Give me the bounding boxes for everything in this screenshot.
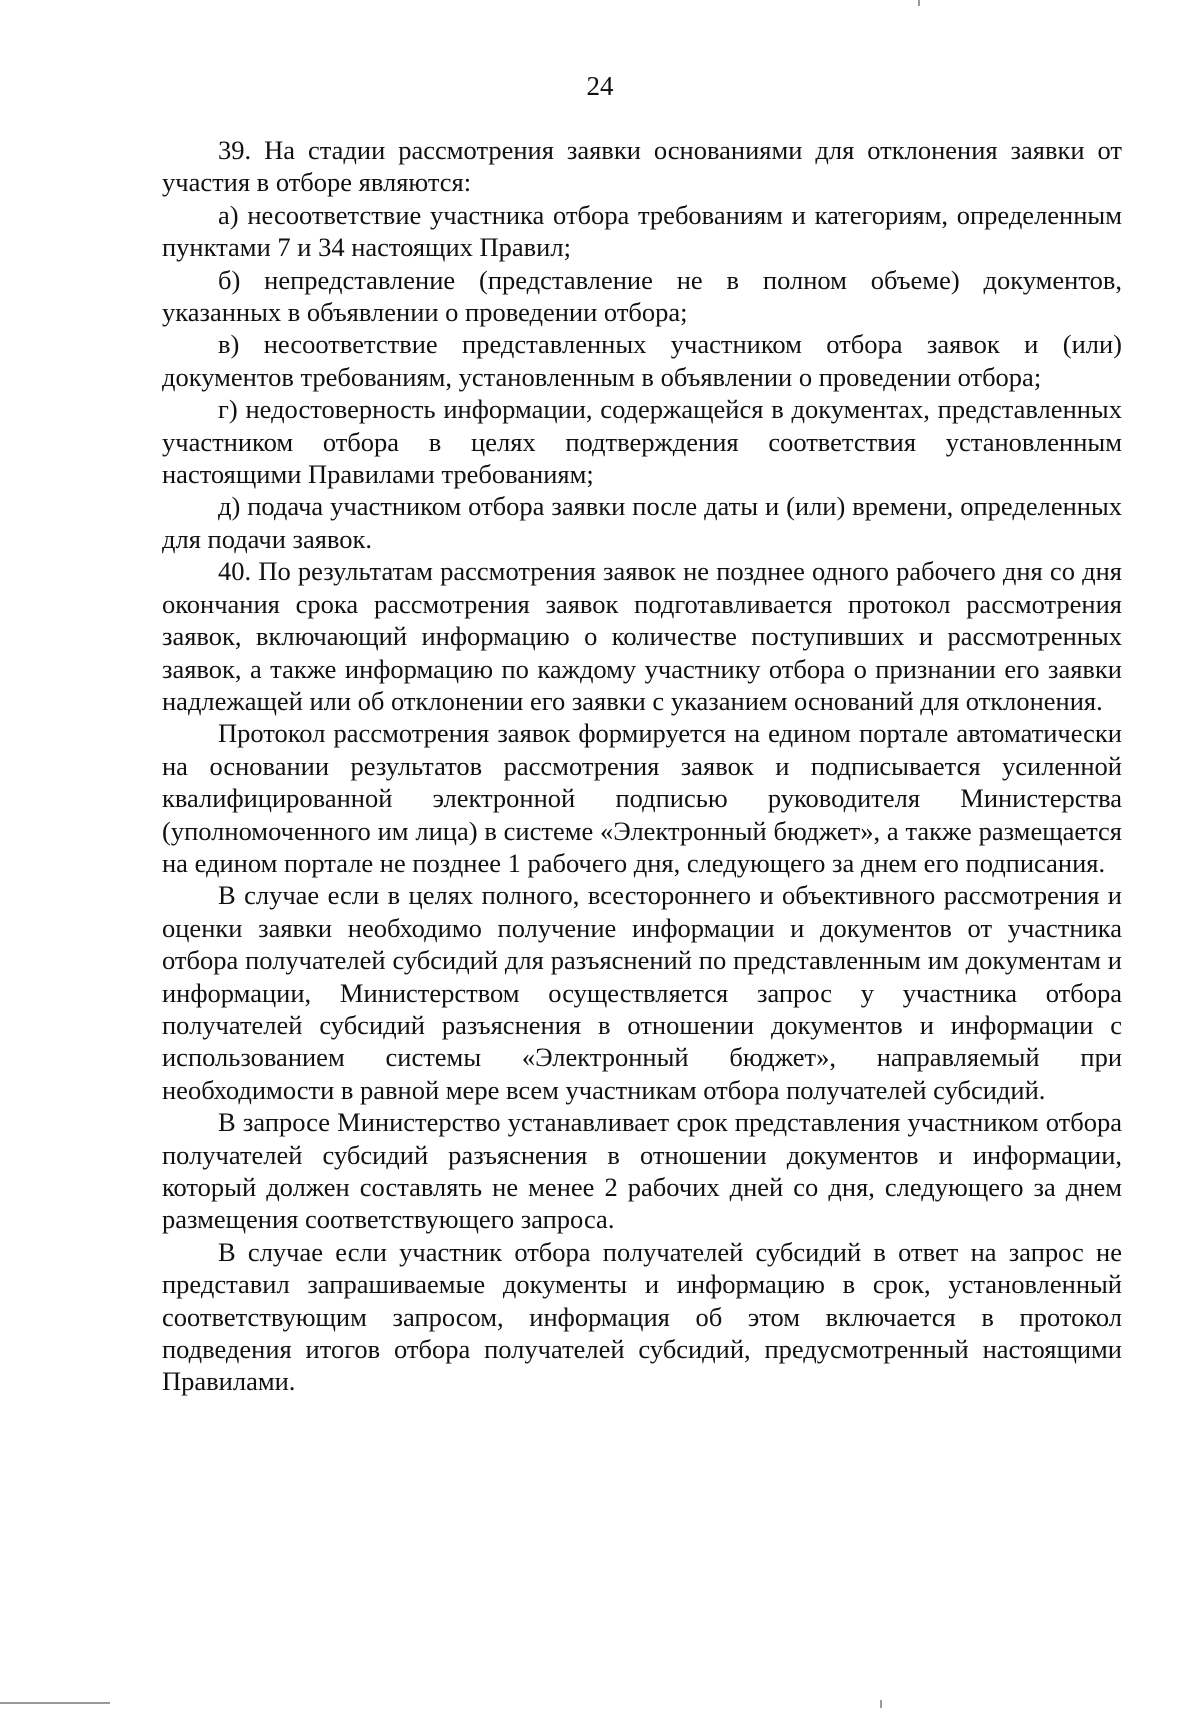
- page-number: 24: [586, 71, 614, 101]
- paragraph-clarification-request: В случае если в целях полного, всестороннего и объективного рассмотрения и оценки заявки необходимо получение информации и документов от участника отбора получателей субсидий для разъяснений по представленным им документам и информации, Министерством осуществляется запрос у участника отбора получателей субсидий разъяснения в отношении документов и информации с использованием системы «Электронный бюджет», направляемый при необходимости в равной мере всем участникам отбора получателей субсидий.: [162, 880, 1122, 1105]
- paragraph-no-response: В случае если участник отбора получателей субсидий в ответ на запрос не представил запрашиваемые документы и информацию в срок, установленный соответствующим запросом, информация об этом включается в протокол подведения итогов отбора получателей субсидий, предусмотренный настоящими Правилами.: [162, 1236, 1122, 1397]
- paragraph-39-g: г) недостоверность информации, содержащейся в документах, представленных участником отбора в целях подтверждения соответствия установленным настоящими Правилами требованиям;: [162, 394, 1122, 490]
- paragraph-request-deadline: В запросе Министерство устанавливает срок представления участником отбора получателей субсидий разъяснения в отношении документов и информации, который должен составлять не менее 2 рабочих дней со дня, следующего за днем размещения соответствующего запроса.: [162, 1107, 1122, 1235]
- paragraph-39-a: а) несоответствие участника отбора требованиям и категориям, определенным пунктами 7 и 34 настоящих Правил;: [162, 199, 1122, 263]
- paragraph-39-v: в) несоответствие представленных участником отбора заявок и (или) документов требованиям, установленным в объявлении о проведении отбора;: [162, 329, 1122, 392]
- paragraph-39-d: д) подача участником отбора заявки после даты и (или) времени, определенных для подачи заявок.: [162, 491, 1122, 554]
- paragraph-40: 40. По результатам рассмотрения заявок не позднее одного рабочего дня со дня окончания срока рассмотрения заявок подготавливается протокол рассмотрения заявок, включающий информацию о количестве поступивших и рассмотренных заявок, а также информацию по каждому участнику отбора о признании его заявки надлежащей или об отклонении его заявки с указанием оснований для отклонения.: [162, 556, 1122, 716]
- paragraph-protocol: Протокол рассмотрения заявок формируется на едином портале автоматически на основании результатов рассмотрения заявок и подписывается усиленной квалифицированной электронной подписью руководителя Министерства (уполномоченного им лица) в системе «Электронный бюджет», а также размещается на едином портале не позднее 1 рабочего дня, следующего за днем его подписания.: [162, 718, 1122, 878]
- paragraph-39: 39. На стадии рассмотрения заявки основаниями для отклонения заявки от участия в отборе являются:: [162, 135, 1122, 198]
- scan-artifact-bottom-mid: [880, 1700, 882, 1708]
- scan-artifact-bottom-left: [0, 1702, 110, 1704]
- document-body: [162, 134, 1122, 1398]
- scan-artifact-top: [918, 0, 920, 6]
- paragraph-39-b: б) непредставление (представление не в полном объеме) документов, указанных в объявлении о проведении отбора;: [162, 264, 1122, 328]
